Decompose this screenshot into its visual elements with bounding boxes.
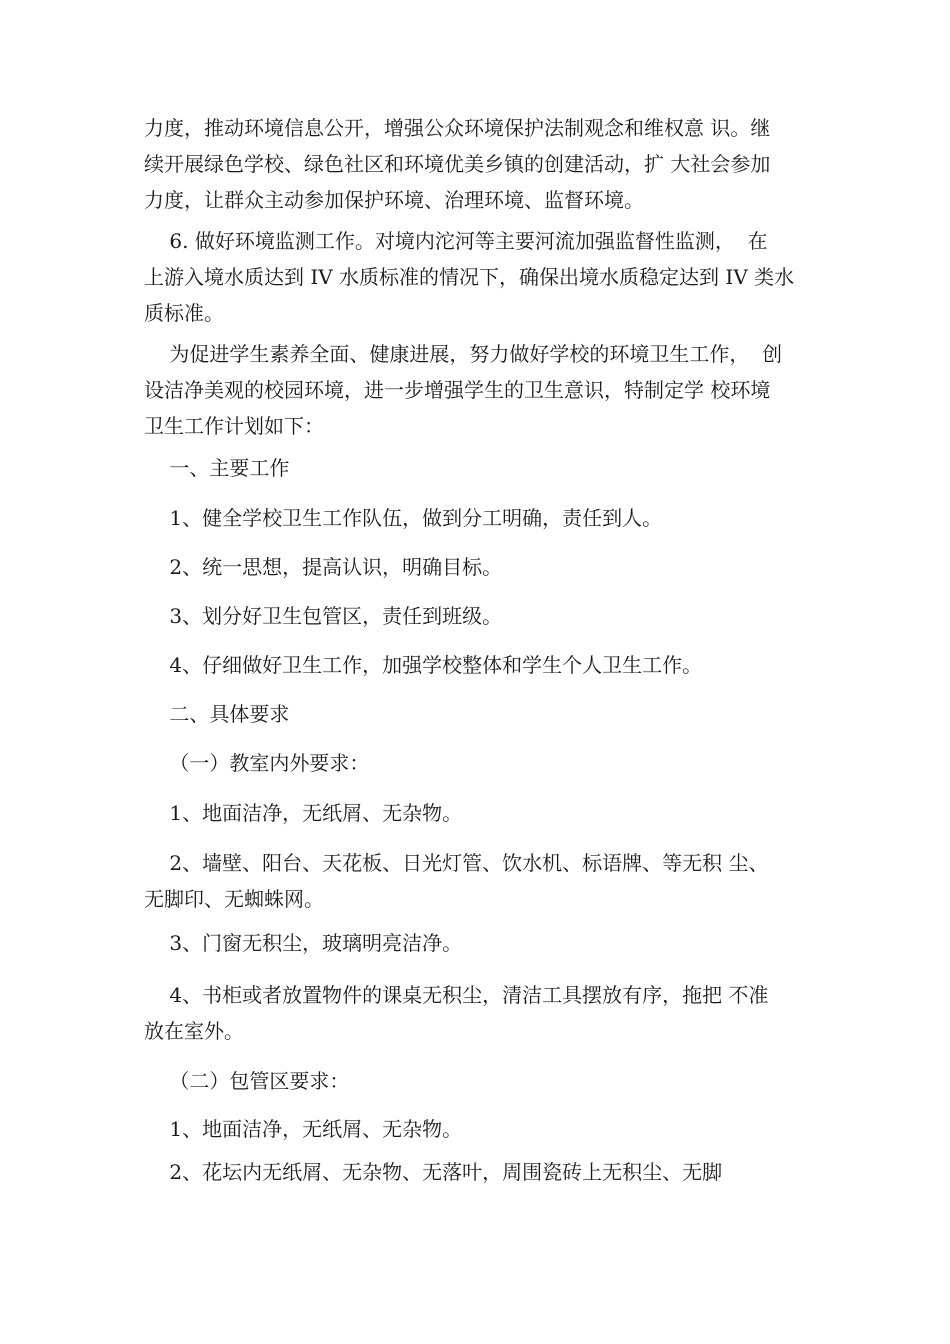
section-heading-main-work [144, 450, 834, 486]
text-line: （二）包管区要求： [144, 1069, 350, 1093]
list-item [144, 925, 834, 961]
text-line: 1、健全学校卫生工作队伍，做到分工明确，责任到人。 [144, 506, 663, 530]
subsection-heading-classroom [144, 745, 834, 781]
list-item [144, 1111, 834, 1147]
text-line: 3、门窗无积尘，玻璃明亮洁净。 [144, 931, 463, 955]
text-line: 放在室外。 [144, 1019, 244, 1043]
list-item [144, 500, 834, 536]
text-line: 力度，推动环境信息公开，增强公众环境保护法制观念和维权意 识。继 [144, 116, 771, 140]
text-line: （一）教室内外要求： [144, 751, 370, 775]
list-item [144, 977, 834, 1049]
text-line: 6. 做好环境监测工作。对境内沱河等主要河流加强监督性监测， 在 [144, 229, 768, 253]
text-line: 设洁净美观的校园环境，进一步增强学生的卫生意识，特制定学 校环境 [144, 378, 771, 402]
text-line: 1、地面洁净，无纸屑、无杂物。 [144, 801, 463, 825]
section-heading-requirements [144, 696, 834, 732]
paragraph-monitoring [144, 223, 834, 331]
text-line: 1、地面洁净，无纸屑、无杂物。 [144, 1117, 463, 1141]
text-line: 3、划分好卫生包管区，责任到班级。 [144, 604, 503, 628]
text-line: 一、主要工作 [144, 456, 290, 480]
text-line: 4、书柜或者放置物件的课桌无积尘，清洁工具摆放有序，拖把 不准 [144, 983, 769, 1007]
text-line: 4、仔细做好卫生工作，加强学校整体和学生个人卫生工作。 [144, 653, 703, 677]
text-line: 续开展绿色学校、绿色社区和环境优美乡镇的创建活动，扩 大社会参加 [144, 152, 771, 176]
list-item [144, 647, 834, 683]
text-line: 2、花坛内无纸屑、无杂物、无落叶，周围瓷砖上无积尘、无脚 [144, 1160, 723, 1184]
list-item [144, 598, 834, 634]
text-line: 无脚印、无蜘蛛网。 [144, 887, 324, 911]
text-line: 2、墙壁、阳台、天花板、日光灯管、饮水机、标语牌、等无积 尘、 [144, 851, 769, 875]
text-line: 卫生工作计划如下： [144, 414, 324, 438]
list-item [144, 1154, 834, 1190]
text-line: 二、具体要求 [144, 702, 290, 726]
subsection-heading-managed-area [144, 1063, 834, 1099]
list-item [144, 795, 834, 831]
list-item [144, 845, 834, 917]
list-item [144, 549, 834, 585]
text-line: 力度，让群众主动参加保护环境、治理环境、监督环境。 [144, 188, 644, 212]
paragraph-environment-awareness [144, 110, 834, 218]
text-line: 为促进学生素养全面、健康进展，努力做好学校的环境卫生工作， 创 [144, 342, 783, 366]
paragraph-school-plan-intro [144, 336, 834, 444]
text-line: 质标准。 [144, 301, 224, 325]
text-line: 上游入境水质达到 IV 水质标准的情况下，确保出境水质稳定达到 IV 类水 [144, 265, 795, 289]
text-line: 2、统一思想，提高认识，明确目标。 [144, 555, 503, 579]
